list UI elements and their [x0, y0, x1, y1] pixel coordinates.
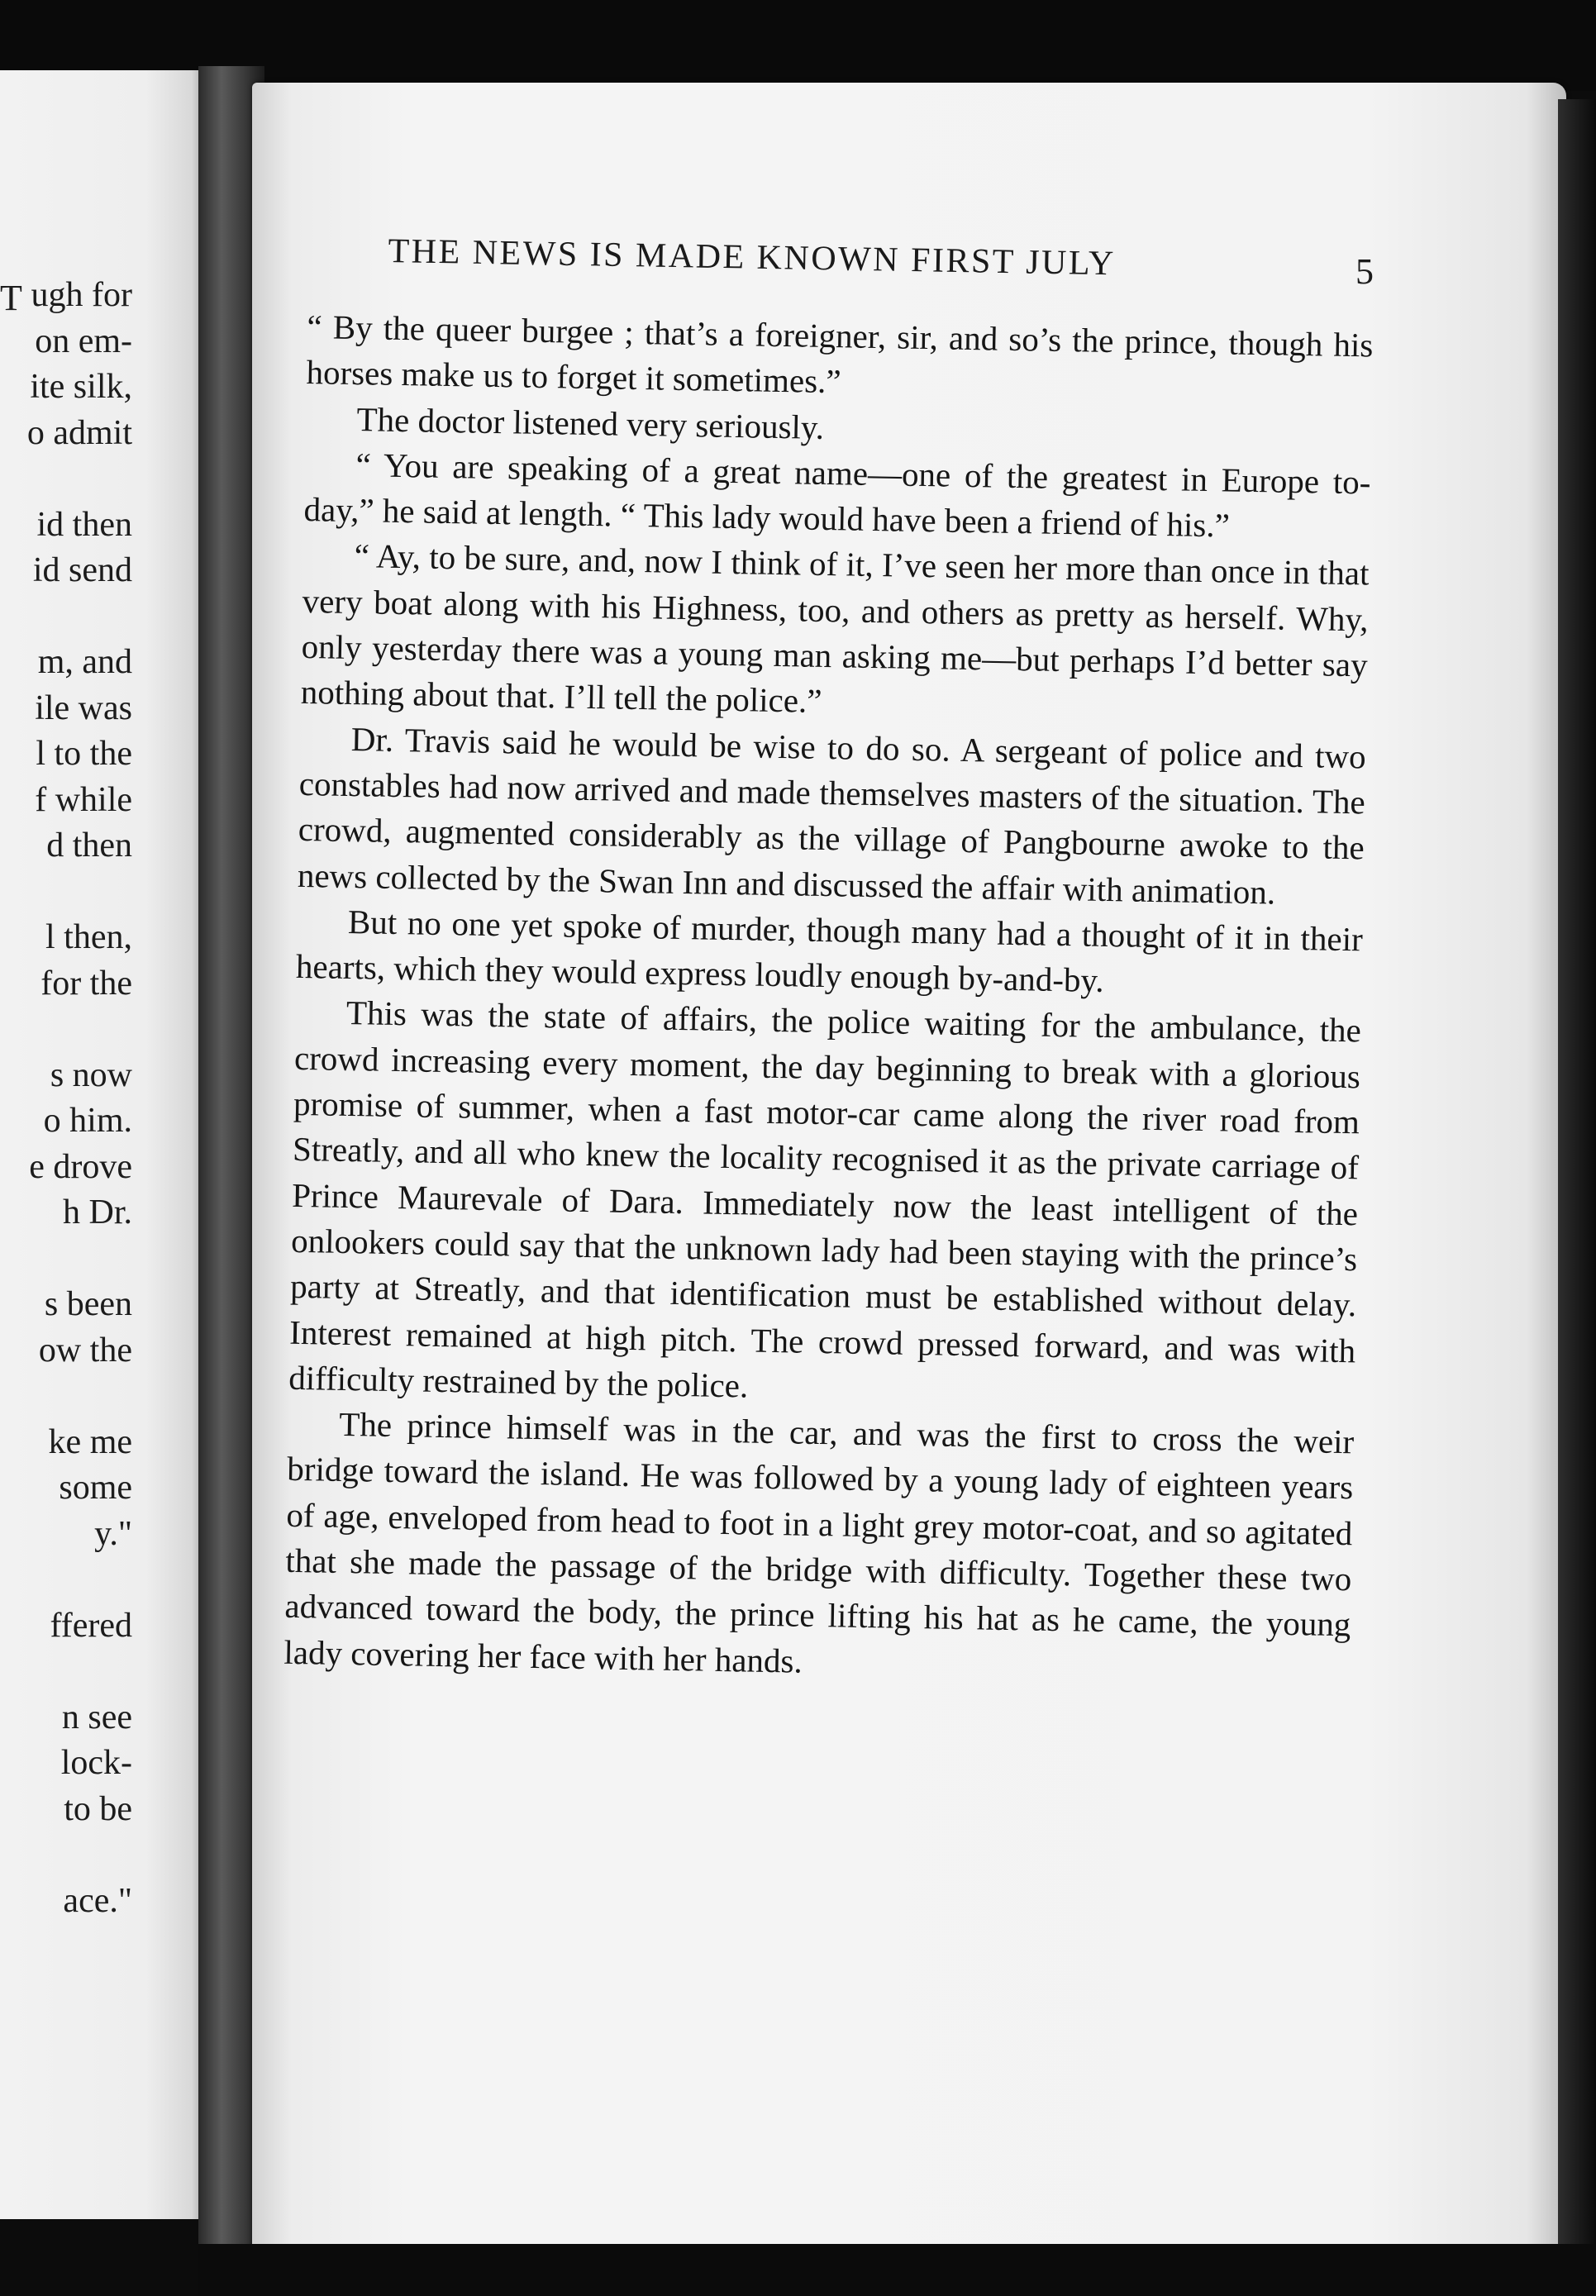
left-page-line-fragment: for the: [40, 964, 132, 1003]
page-edge-shadow: [1558, 99, 1596, 2296]
left-page: [0, 70, 208, 2219]
paragraph: This was the state of affairs, the police waiting for the ambulance, the crowd increasing every moment, the day beginning to break with a glorious promise of summer, when a fast motor-car came along the river road from Streatly, and all who knew the locality recognised it as the private carriage of Prince Maurevale of Dara. Immediately now the least intelligent of the onlookers could say that the unknown lady had been staying with the prince’s party at Streatly, and that identification must be established without delay. Interest remained at high pitch. The crowd pressed forward, and was with difficulty restrained by the police.: [288, 993, 1362, 1405]
left-page-heading-fragment: T: [0, 278, 22, 318]
left-page-line-fragment: [0, 1649, 132, 1695]
paragraph: Dr. Travis said he would be wise to do so. A sergeant of police and two constables had now arrived and made themselves masters of the situation. The crowd, augmented considerably as the village of Pangbourne awoke to the news collected by the Swan Inn and discussed the affair with animation.: [297, 719, 1367, 912]
left-page-line-fragment: ffered: [50, 1606, 132, 1645]
left-page-line-fragment: to be: [64, 1789, 132, 1828]
left-page-line-fragment: l then,: [45, 918, 132, 956]
paragraph: “ By the queer burgee ; that’s a foreigner, sir, and so’s the prince, though his horses make us to forget it sometimes.”: [306, 307, 1374, 401]
running-head-text: THE NEWS IS MADE KNOWN FIRST JULY: [388, 231, 1117, 283]
left-page-line-fragment: o him.: [43, 1102, 132, 1140]
left-page-line-fragment: lock-: [60, 1744, 132, 1782]
left-page-line-fragment: ugh for: [31, 276, 132, 314]
left-page-line-fragment: s now: [50, 1055, 132, 1094]
left-page-line-fragment: [0, 1832, 132, 1879]
left-page-line-fragment: [0, 1236, 132, 1283]
left-page-line-fragment: n see: [61, 1698, 132, 1736]
scan-background-bottom: [198, 2244, 1596, 2296]
left-page-line-fragment: some: [59, 1469, 132, 1507]
body-text: [283, 304, 1374, 1693]
left-page-line-fragment: s been: [44, 1285, 132, 1323]
paragraph: But no one yet spoke of murder, though many had a thought of it in their hearts, which they would express loudly enough by-and-by.: [295, 902, 1364, 1000]
left-page-line-fragment: y.": [94, 1514, 132, 1553]
left-page-line-fragment: e drove: [29, 1147, 132, 1186]
paragraph: “ Ay, to be sure, and, now I think of it, I’ve seen her more than once in that very boat along with his Highness, too, and others as pretty as herself. Why, only yesterday there was a young man asking me—but perhaps I’d better say nothing about that. I’ll tell the police.”: [300, 536, 1370, 721]
left-page-line-fragment: ile was: [35, 688, 132, 727]
left-page-line-fragment: h Dr.: [63, 1193, 132, 1231]
left-page-text-fragments: [0, 273, 132, 1924]
left-page-line-fragment: m, and: [37, 643, 132, 681]
paragraph: “ You are speaking of a great name—one of the greatest in Europe to-day,” he said at length. “ This lady would have been a friend of his.”: [303, 445, 1371, 545]
left-page-line-fragment: [0, 594, 132, 641]
left-page-line-fragment: [0, 1374, 132, 1420]
left-page-line-fragment: ace.": [63, 1881, 132, 1920]
paragraph: The doctor listened very seriously.: [356, 399, 825, 446]
left-page-line-fragment: [0, 869, 132, 916]
left-page-line-fragment: ke me: [48, 1422, 132, 1461]
left-page-line-fragment: f while: [35, 780, 132, 819]
page-number: 5: [1355, 251, 1374, 292]
paragraph: The prince himself was in the car, and was the first to cross the weir bridge toward the island. He was followed by a young lady of eighteen years of age, enveloped from head to foot in a light grey motor-coat, and so agitated that she made the passage of the bridge with difficulty. Together these two advanced toward the body, the prince lifting his hat as he came, the young lady covering her face with her hands.: [283, 1405, 1355, 1680]
left-page-line-fragment: id then: [36, 505, 132, 544]
left-page-line-fragment: [0, 456, 132, 503]
left-page-line-fragment: l to the: [36, 735, 132, 773]
left-page-line-fragment: ow the: [38, 1331, 132, 1370]
left-page-line-fragment: o admit: [26, 413, 132, 452]
left-page-line-fragment: on em-: [35, 322, 132, 360]
left-page-line-fragment: ite silk,: [30, 368, 132, 406]
left-page-line-fragment: id send: [32, 551, 132, 589]
left-page-line-fragment: [0, 1007, 132, 1053]
left-page-line-fragment: d then: [46, 826, 132, 865]
left-page-line-fragment: [0, 1557, 132, 1603]
